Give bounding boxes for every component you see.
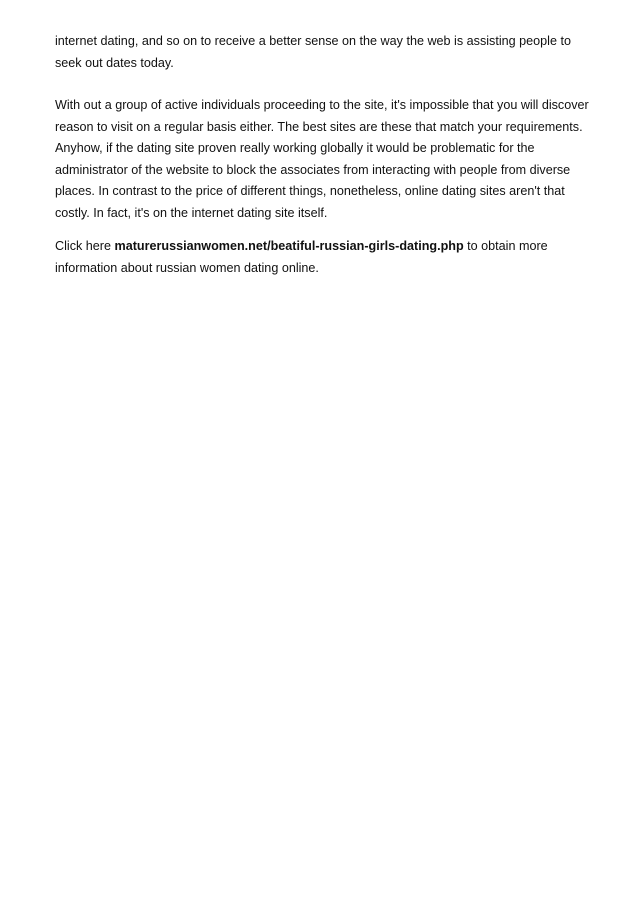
paragraph-intro-continuation: internet dating, and so on to receive a better sense on the way the web is assisting people to seek out dates today.	[55, 34, 571, 70]
source-link[interactable]: maturerussianwomen.net/beatiful-russian-girls-dating.php	[114, 239, 464, 253]
paragraph-call-to-action	[55, 236, 595, 279]
cta-suffix-text: to obtain more information about russian women dating online.	[55, 239, 548, 275]
document-body	[55, 31, 595, 279]
cta-prefix-text: Click here	[55, 239, 115, 253]
paragraph-active-individuals: With out a group of active individuals proceeding to the site, it's impossible that you will discover reason to visit on a regular basis either. The best sites are these that match your requirements. Anyhow, if the dating site proven really working globally it would be problematic for the administrator of the website to block the associates from interacting with people from diverse places. In contrast to the price of different things, nonetheless, online dating sites aren't that costly. In fact, it's on the internet dating site itself.	[55, 98, 589, 220]
